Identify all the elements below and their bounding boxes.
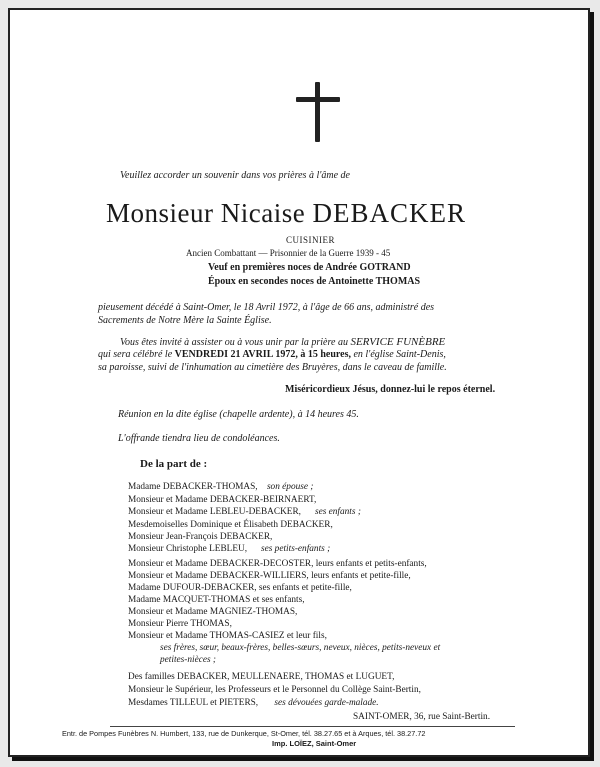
spouse-second: Époux en secondes noces de Antoinette THOMAS [208,276,421,287]
footer-divider [110,726,515,727]
footer-line-1: Entr. de Pompes Funèbres N. Humbert, 133, rue de Dunkerque, St-Omer, tél. 38.27.65 et à Arques, tél. 38.27.72 [62,729,426,738]
invite-celebrated: qui sera célébré le [98,349,173,360]
family-row: Monsieur Christophe LEBLEU, ses petits-enfants ; [128,544,331,554]
family-row: Monsieur et Madame DEBACKER-WILLIERS, leurs enfants et petite-fille, [128,571,411,581]
prayer-line: Miséricordieux Jésus, donnez-lui le repos éternel. [285,384,496,395]
profession: CUISINIER [286,235,335,245]
from-header: De la part de : [140,458,208,470]
funeral-notice [8,8,590,757]
deceased-name [106,198,466,229]
deceased-line-1: pieusement décédé à Saint-Omer, le 18 Avril 1972, à l'âge de 66 ans, administré des [98,302,435,313]
invite-line-2 [98,349,446,360]
name-prefix: Monsieur Nicaise [106,198,306,228]
service-church: en l'église Saint-Denis, [353,349,446,360]
families-line: Des familles DEBACKER, MEULLENAERE, THOMAS et LUGUET, [128,672,395,682]
family-row: Madame DUFOUR-DEBACKER, ses enfants et petite-fille, [128,583,352,593]
nurses-line: Mesdames TILLEUL et PIETERS, ses dévouées garde-malade. [128,698,379,708]
family-row: Monsieur et Madame MAGNIEZ-THOMAS, [128,607,298,617]
family-row: Madame MACQUET-THOMAS et ses enfants, [128,595,305,605]
service-date: VENDREDI 21 AVRIL 1972, à 15 heures, [174,349,351,360]
family-row: Monsieur et Madame DEBACKER-DECOSTER, leurs enfants et petits-enfants, [128,559,427,569]
invite-text: Vous êtes invité à assister ou à vous unir par la prière au [120,337,348,348]
veteran-line: Ancien Combattant — Prisonnier de la Guerre 1939 - 45 [186,248,391,258]
offering-line: L'offrande tiendra lieu de condoléances. [118,433,280,444]
family-extra-1: ses frères, sœur, beaux-frères, belles-sœurs, neveux, nièces, petits-neveux et [160,643,441,653]
invite-line-1 [120,336,445,348]
spouse-first: Veuf en premières noces de Andrée GOTRAND [208,262,411,273]
family-row: Monsieur et Madame THOMAS-CASIEZ et leur fils, [128,631,327,641]
family-row: Mesdemoiselles Dominique et Élisabeth DEBACKER, [128,520,333,530]
address: SAINT-OMER, 36, rue Saint-Bertin. [353,712,491,722]
cross-icon [296,82,340,142]
superior-line: Monsieur le Supérieur, les Professeurs et le Personnel du Collège Saint-Bertin, [128,685,421,695]
deceased-line-2: Sacrements de Notre Mère la Sainte Église. [98,315,272,326]
intro-text: Veuillez accorder un souvenir dans vos prières à l'âme de [120,170,350,181]
family-row: Monsieur et Madame DEBACKER-BEIRNAERT, [128,495,317,505]
family-row: Monsieur Pierre THOMAS, [128,619,232,629]
family-row: Monsieur et Madame LEBLEU-DEBACKER, ses enfants ; [128,507,361,517]
family-row: Madame DEBACKER-THOMAS, son épouse ; [128,482,314,492]
name-surname: DEBACKER [312,198,466,228]
reunion-line: Réunion en la dite église (chapelle ardente), à 14 heures 45. [118,409,359,420]
service-title: SERVICE FUNÈBRE [350,336,446,348]
footer-line-2: Imp. LOÏEZ, Saint-Omer [272,739,357,748]
family-extra-2: petites-nièces ; [160,655,217,665]
invite-line-3: sa paroisse, suivi de l'inhumation au cimetière des Bruyères, dans le caveau de famille. [98,362,447,373]
family-row: Monsieur Jean-François DEBACKER, [128,532,273,542]
